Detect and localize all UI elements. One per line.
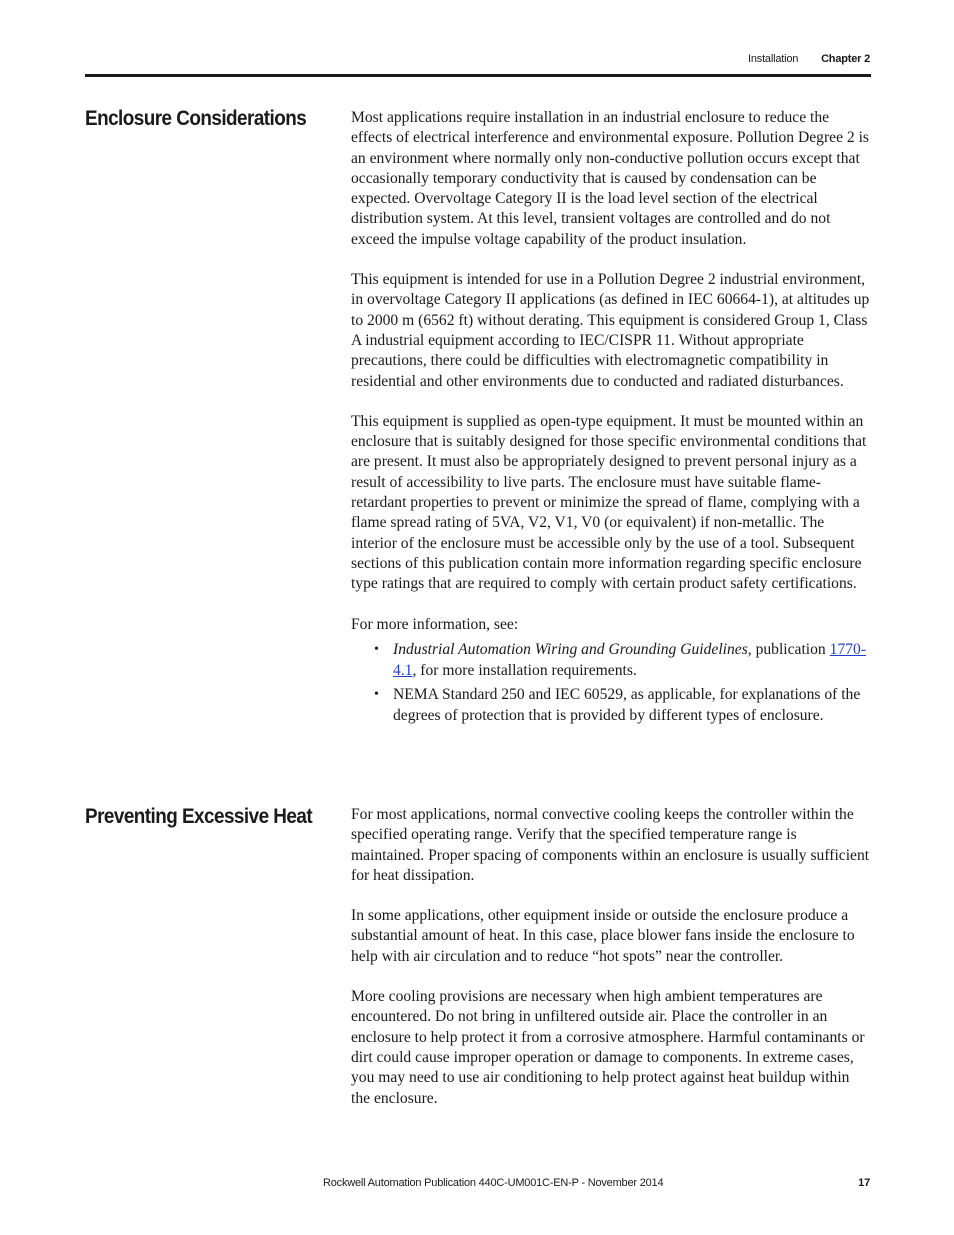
footer-publication: Rockwell Automation Publication 440C-UM001C-EN-P - November 2014 [323,1177,664,1189]
header-rule [85,74,871,77]
heading-preventing-excessive-heat: Preventing Excessive Heat [85,805,313,828]
paragraph: In some applications, other equipment inside or outside the enclosure produce a substantial amount of heat. In this case, place blower fans inside the enclosure to help with air circulation and to reduce “hot spots” near the controller. [351,907,855,965]
heading-enclosure-considerations: Enclosure Considerations [85,107,307,130]
header-chapter: Chapter 2 [821,53,870,65]
paragraph: For most applications, normal convective cooling keeps the controller within the specified operating range. Verify that the specified temperature range is maintained. Proper spacing of components within an enclosure is usually sufficient for heat dissipation. [351,806,870,884]
paragraph: Most applications require installation in an industrial enclosure to reduce the effects of electrical interference and environmental exposure. Pollution Degree 2 is an environment where normally only non-conductive pollution occurs except that occasionally temporary conductivity that is caused by condensation can be expected. Overvoltage Category II is the load level section of the electrical distribution system. At this level, transient voltages are controlled and do not exceed the impulse voltage capability of the product insulation. [351,109,869,248]
guideline-title: Industrial Automation Wiring and Grounding Guidelines, [393,640,752,658]
list-item [393,639,871,681]
paragraph: For more information, see: [351,615,519,633]
paragraph: This equipment is supplied as open-type equipment. It must be mounted within an enclosure that is suitably designed for those specific environmental conditions that are present. It must also be appropriately designed to prevent personal injury as a result of accessibility to live parts. The enclosure must have suitable flame-retardant properties to prevent or minimize the spread of flame, complying with a flame spread rating of 5VA, V2, V1, V0 (or equivalent) if non-metallic. The interior of the enclosure must be accessible only by the use of a tool. Subsequent sections of this publication contain more information regarding specific enclosure type ratings that are required to comply with certain product safety certifications. [351,412,867,593]
enclosure-section-body [351,108,871,729]
publication-link[interactable]: 1770-4.1 [393,640,867,679]
running-header [748,53,870,65]
heat-section-body [351,805,871,1129]
header-section: Installation [748,53,799,65]
list-item-text: publication [751,640,830,658]
reference-list [351,639,871,726]
paragraph: More cooling provisions are necessary when high ambient temperatures are encountered. Do not bring in unfiltered outside air. Place the controller in an enclosure to help protect it from a corrosive atmosphere. Harmful contaminants or dirt could cause improper operation or damage to components. In extreme cases, you may need to use air conditioning to help protect against heat buildup within the enclosure. [351,988,865,1107]
paragraph: This equipment is intended for use in a Pollution Degree 2 industrial environment, in overvoltage Category II applications (as defined in IEC 60664-1), at altitudes up to 2000 m (6562 ft) without derating. This equipment is considered Group 1, Class A industrial equipment according to IEC/CISPR 11. Without appropriate precautions, there could be difficulties with electromagnetic compatibility in residential and other environments due to conducted and radiated disturbances. [351,271,870,390]
list-item-text: , for more installation requirements. [412,661,637,679]
page-number: 17 [858,1177,870,1189]
list-item: • NEMA Standard 250 and IEC 60529, as applicable, for explanations of the degrees of protection that is provided by different types of enclosure. [393,684,871,726]
